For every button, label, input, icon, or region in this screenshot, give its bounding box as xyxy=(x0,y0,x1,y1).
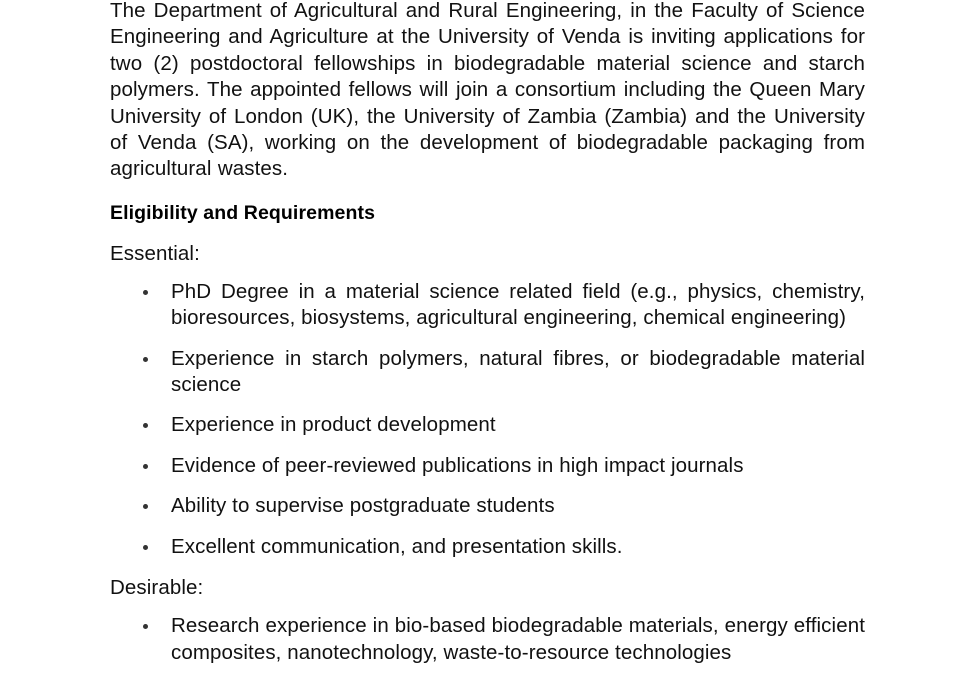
desirable-requirements-list xyxy=(110,613,865,666)
list-item xyxy=(110,613,865,666)
intro-paragraph: The Department of Agricultural and Rural Engineering, in the Faculty of Science Engineering and Agriculture at the University of Venda is inviting applications for two (2) postdoctoral fellowships in biodegradable material science and starch polymers. The appointed fellows will join a consortium including the Queen Mary University of London (UK), the University of Zambia (Zambia) and the University of Venda (SA), working on the development of biodegradable packaging from agricultural wastes. xyxy=(110,0,865,181)
list-item-text: Ability to supervise postgraduate students xyxy=(171,494,555,518)
list-item-text: PhD Degree in a material science related field (e.g., physics, chemistry, bioresources, biosystems, agricultural engineering, chemical engineering) xyxy=(171,279,865,330)
bullet-icon xyxy=(143,545,148,550)
list-item xyxy=(110,453,865,479)
list-item xyxy=(110,279,865,332)
bullet-icon xyxy=(143,504,148,509)
list-item xyxy=(110,534,865,560)
section-heading-eligibility: Eligibility and Requirements xyxy=(110,201,376,224)
desirable-label: Desirable: xyxy=(110,576,204,600)
list-item-text: Excellent communication, and presentation skills. xyxy=(171,534,623,558)
bullet-icon xyxy=(143,357,148,362)
list-item-text: Evidence of peer-reviewed publications in high impact journals xyxy=(171,453,744,477)
list-item xyxy=(110,412,865,438)
bullet-icon xyxy=(143,290,148,295)
list-item xyxy=(110,493,865,519)
list-item-text: Research experience in bio-based biodegradable materials, energy efficient composites, nanotechnology, waste-to-resource technologies xyxy=(171,614,865,664)
essential-requirements-list xyxy=(110,279,865,560)
list-item-text: Experience in starch polymers, natural fibres, or biodegradable material science xyxy=(171,346,865,397)
bullet-icon xyxy=(143,423,148,428)
essential-label: Essential: xyxy=(110,241,200,265)
list-item xyxy=(110,346,865,399)
document-body xyxy=(110,0,865,666)
list-item-text: Experience in product development xyxy=(171,413,496,437)
bullet-icon xyxy=(143,464,148,469)
bullet-icon xyxy=(143,624,148,629)
